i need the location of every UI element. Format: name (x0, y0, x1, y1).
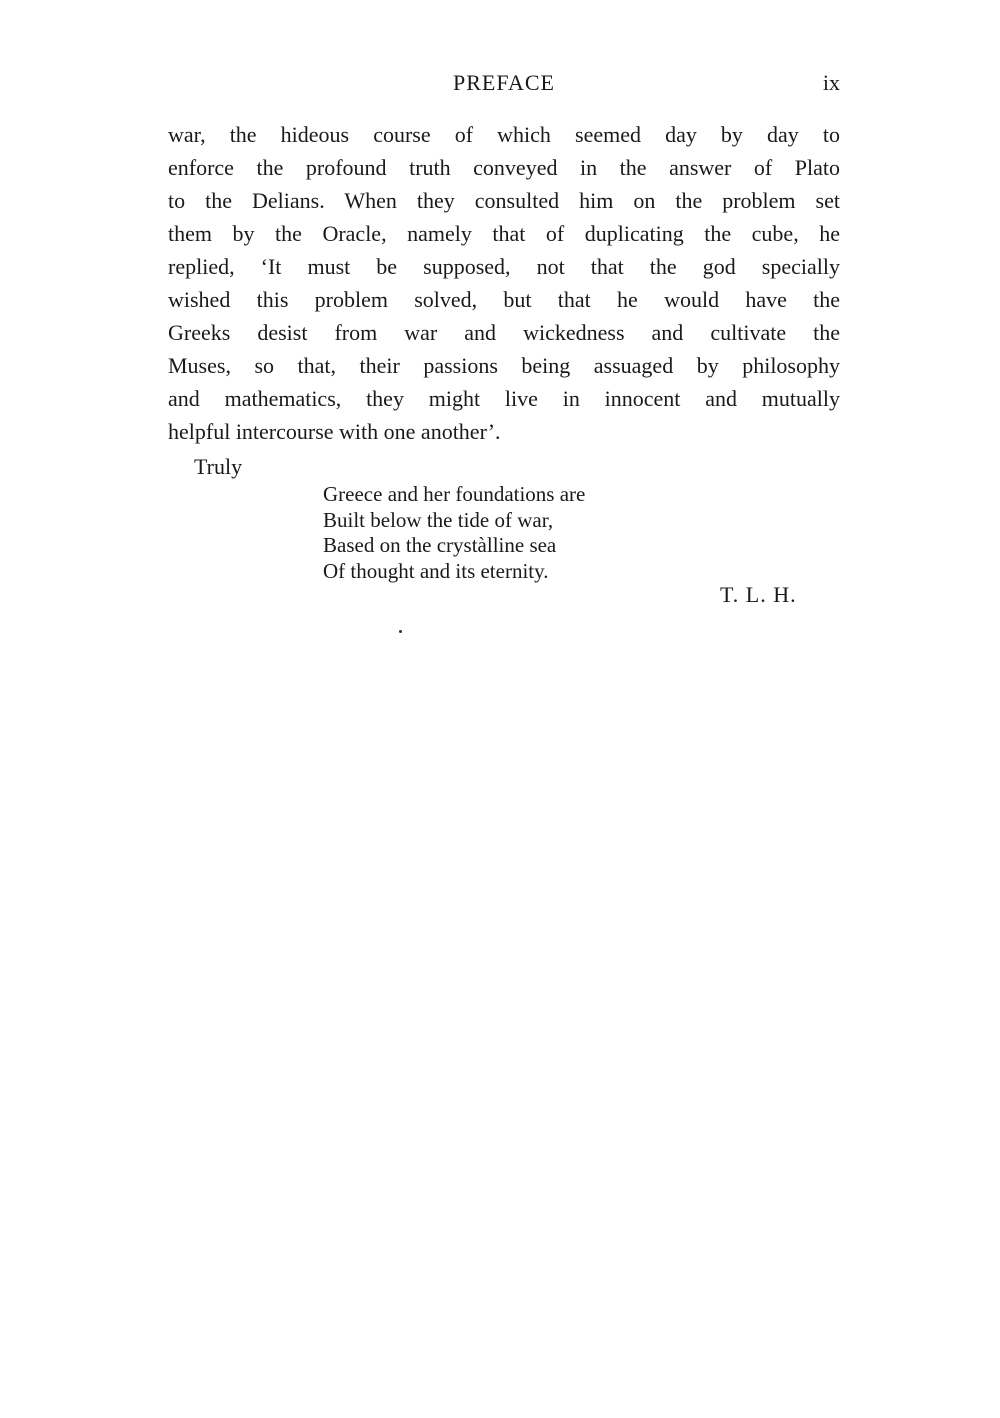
text-line: wished this problem solved, but that he would have the (168, 287, 840, 312)
text-line: them by the Oracle, namely that of duplicating the cube, he (168, 221, 840, 246)
running-head (168, 70, 840, 100)
verse-line: Built below the tide of war, (323, 507, 554, 532)
text-line: war, the hideous course of which seemed day by day to (168, 122, 840, 147)
author-initials: T. L. H. (720, 582, 797, 607)
text-line: Greeks desist from war and wickedness and cultivate the (168, 320, 840, 345)
verse-line: Greece and her foundations are (323, 482, 586, 506)
text-line: enforce the profound truth conveyed in the answer of Plato (168, 155, 840, 180)
text-line: and mathematics, they might live in innocent and mutually (168, 386, 840, 411)
page-title: PREFACE (453, 70, 555, 95)
page-number: ix (822, 70, 840, 95)
truly-line: Truly (194, 454, 243, 479)
text-line: replied, ‘It must be supposed, not that the god specially (168, 254, 840, 279)
text-line: to the Delians. When they consulted him on the problem set (168, 188, 840, 213)
ink-speck (399, 630, 402, 633)
verse-line: Of thought and its eternity. (323, 558, 549, 583)
paragraph (168, 118, 840, 448)
text-line: helpful intercourse with one another’. (168, 419, 501, 444)
text-line: Muses, so that, their passions being assuaged by philosophy (168, 353, 840, 378)
verse-quotation (323, 482, 703, 584)
verse-line: Based on the crystàlline sea (323, 533, 557, 557)
